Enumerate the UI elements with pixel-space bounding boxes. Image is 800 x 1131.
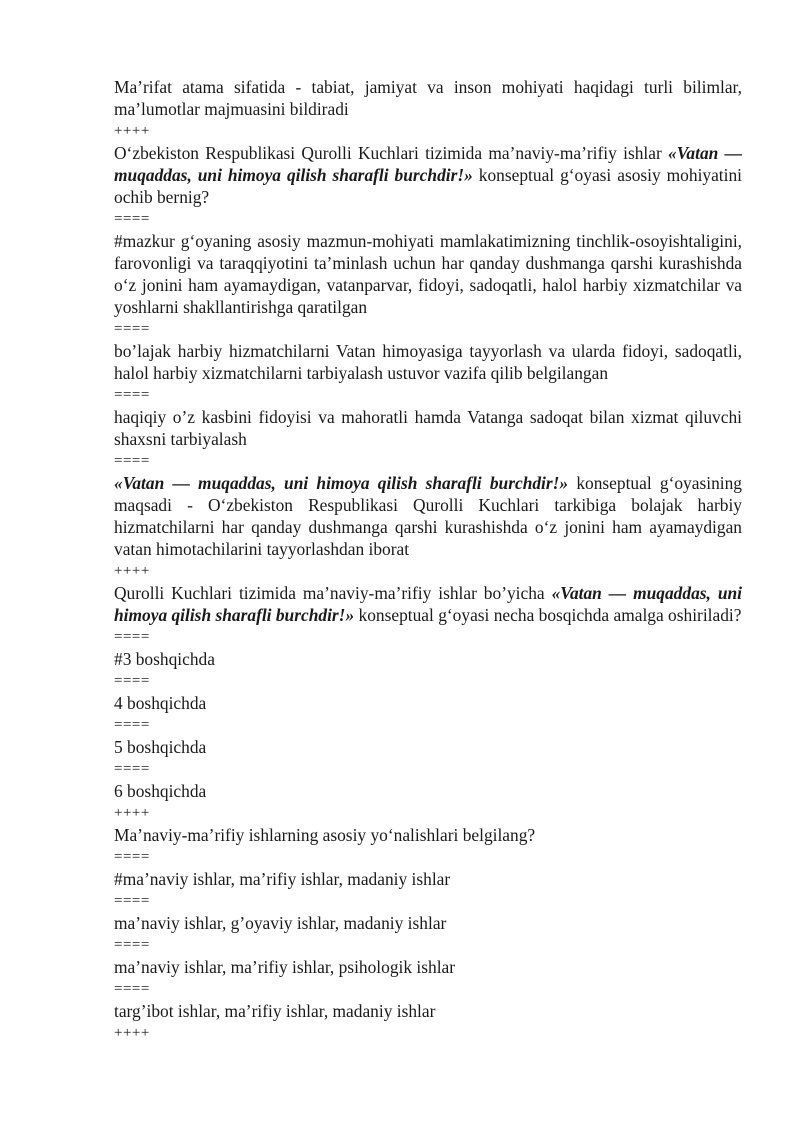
answer-separator: ====: [114, 453, 150, 469]
answer-option: [114, 472, 742, 560]
question-separator: ++++: [114, 123, 150, 139]
answer-text: Ma’rifat atama sifatida - tabiat, jamiyat va inson mohiyati haqidagi turli bilimlar, ma’lumotlar majmuasini bildiradi: [114, 77, 742, 119]
answer-separator: ====: [114, 387, 150, 403]
question-separator: ++++: [114, 805, 150, 821]
answer-option: #mazkur g‘oyaning asosiy mazmun-mohiyati mamlakatimizning tinchlik-osoyishtaligini, farovonligi va taraqqiyotini ta’minlash uchun har qanday dushmanga qarshi kurashishda o‘z jonini ham ayamaydigan, vatanparvar, fidoyi, sadoqatli, halol harbiy xizmatchilar va yoshlarni shakllantirishga qaratilgan: [114, 231, 742, 317]
answer-option: 6 boshqichda: [114, 781, 207, 801]
answer-option: #3 boshqichda: [114, 649, 215, 669]
answer-separator: ====: [114, 629, 150, 645]
answer-text-part: konseptual g‘oyasining maqsadi - O‘zbekiston Respublikasi Qurolli Kuchlari tarkibiga bolajak harbiy hizmatchilarni har qanday dushmanga qarshi kurashishda o‘z jonini ham ayamaydigan vatan himotachilarini tayyorlashdan iborat: [114, 473, 742, 559]
answer-separator: ====: [114, 321, 150, 337]
question-text-part: konseptual g‘oyasi asosiy mohiyatini ochib bernig?: [114, 165, 742, 207]
answer-separator: ====: [114, 981, 150, 997]
answer-option: 5 boshqichda: [114, 737, 207, 757]
answer-option: 4 boshqichda: [114, 693, 207, 713]
question-separator: ++++: [114, 563, 150, 579]
answer-separator: ====: [114, 937, 150, 953]
answer-option: haqiqiy o’z kasbini fidoyisi va mahoratli hamda Vatanga sadoqat bilan xizmat qiluvchi shaxsni tarbiyalash: [114, 407, 742, 449]
question-text: [114, 582, 742, 626]
answer-option: ma’naviy ishlar, g’oyaviy ishlar, madaniy ishlar: [114, 913, 447, 933]
slogan-text: «Vatan — muqaddas, uni himoya qilish sharafli burchdir!»: [114, 473, 569, 493]
answer-option: targ’ibot ishlar, ma’rifiy ishlar, madaniy ishlar: [114, 1001, 436, 1021]
answer-separator: ====: [114, 761, 150, 777]
slogan-text: «Vatan — muqaddas, uni himoya qilish sharafli burchdir!»: [114, 583, 742, 625]
answer-option: #ma’naviy ishlar, ma’rifiy ishlar, madaniy ishlar: [114, 869, 451, 889]
answer-separator: ====: [114, 893, 150, 909]
answer-separator: ====: [114, 849, 150, 865]
answer-option: bo’lajak harbiy hizmatchilarni Vatan himoyasiga tayyorlash va ularda fidoyi, sadoqatli, halol harbiy xizmatchilarni tarbiyalash ustuvor vazifa qilib belgilangan: [114, 341, 742, 383]
question-separator: ++++: [114, 1025, 150, 1041]
document-page: [114, 76, 742, 1044]
question-text-part: konseptual g‘oyasi necha bosqichda amalga oshiriladi?: [354, 605, 742, 625]
question-text: [114, 142, 742, 208]
slogan-text: «Vatan — muqaddas, uni himoya qilish sharafli burchdir!»: [114, 143, 742, 185]
answer-separator: ====: [114, 717, 150, 733]
question-text: Ma’naviy-ma’rifiy ishlarning asosiy yo‘nalishlari belgilang?: [114, 825, 536, 845]
answer-separator: ====: [114, 211, 150, 227]
answer-option: ma’naviy ishlar, ma’rifiy ishlar, psihologik ishlar: [114, 957, 456, 977]
question-text-part: O‘zbekiston Respublikasi Qurolli Kuchlari tizimida ma’naviy-ma’rifiy ishlar: [114, 143, 669, 163]
answer-separator: ====: [114, 673, 150, 689]
question-text-part: Qurolli Kuchlari tizimida ma’naviy-ma’rifiy ishlar bo’yicha: [114, 583, 552, 603]
